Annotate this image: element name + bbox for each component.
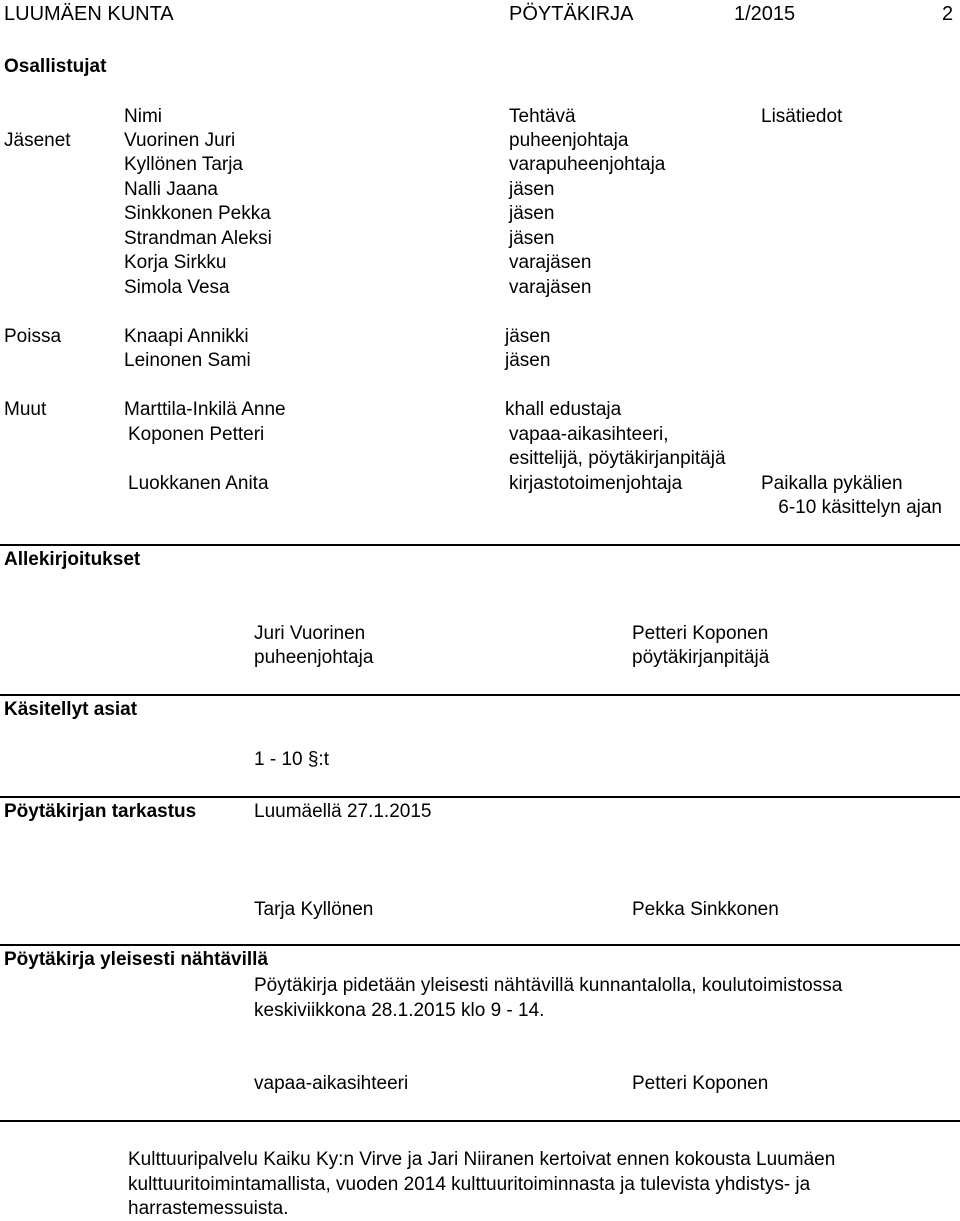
member-name: Kyllönen Tarja (124, 154, 244, 175)
others-label: Muut (4, 399, 47, 420)
note-text: harrastemessuista. (128, 1198, 289, 1219)
absent-role: jäsen (505, 326, 551, 347)
doc-type: PÖYTÄKIRJA (509, 3, 634, 25)
items-title: Käsitellyt asiat (4, 699, 138, 720)
participants-title: Osallistujat (4, 56, 107, 77)
review-title: Pöytäkirjan tarkastus (4, 801, 197, 822)
reviewer-name: Pekka Sinkkonen (632, 899, 779, 920)
col-header-role: Tehtävä (509, 106, 576, 127)
member-role: jäsen (509, 203, 555, 224)
member-name: Vuorinen Juri (124, 130, 236, 151)
member-name: Strandman Aleksi (124, 228, 272, 249)
absent-name: Leinonen Sami (124, 350, 251, 371)
other-extra: Paikalla pykälien (761, 473, 903, 494)
divider (0, 944, 960, 946)
col-header-extra: Lisätiedot (761, 106, 843, 127)
absent-name: Knaapi Annikki (124, 326, 249, 347)
member-name: Simola Vesa (124, 277, 230, 298)
member-role: jäsen (509, 228, 555, 249)
other-name: Marttila-Inkilä Anne (124, 399, 286, 420)
note-text: Kulttuuripalvelu Kaiku Ky:n Virve ja Jari Niiranen kertoivat ennen kokousta Luumäen (128, 1149, 836, 1170)
public-text: keskiviikkona 28.1.2015 klo 9 - 14. (254, 1000, 545, 1021)
member-role: jäsen (509, 179, 555, 200)
other-name: Koponen Petteri (128, 424, 265, 445)
divider (0, 1120, 960, 1122)
members-label: Jäsenet (4, 130, 71, 151)
public-title: Pöytäkirja yleisesti nähtävillä (4, 949, 269, 970)
public-text: Pöytäkirja pidetään yleisesti nähtävillä kunnantalolla, koulutoimistossa (254, 975, 843, 996)
public-signer-role: vapaa-aikasihteeri (254, 1073, 409, 1094)
signer-name: Petteri Koponen (632, 623, 769, 644)
org-name: LUUMÄEN KUNTA (4, 3, 174, 25)
signer-role: puheenjohtaja (254, 647, 374, 668)
divider (0, 544, 960, 546)
signer-name: Juri Vuorinen (254, 623, 366, 644)
reviewer-name: Tarja Kyllönen (254, 899, 374, 920)
other-role: kirjastotoimenjohtaja (509, 473, 683, 494)
items-value: 1 - 10 §:t (254, 749, 329, 770)
absent-label: Poissa (4, 326, 62, 347)
public-signer-name: Petteri Koponen (632, 1073, 769, 1094)
signatures-title: Allekirjoitukset (4, 549, 141, 570)
member-role: varapuheenjohtaja (509, 154, 666, 175)
member-name: Nalli Jaana (124, 179, 218, 200)
other-extra-cont: 6-10 käsittelyn ajan (778, 497, 942, 518)
doc-number: 1/2015 (734, 3, 796, 25)
member-name: Sinkkonen Pekka (124, 203, 271, 224)
divider (0, 796, 960, 798)
other-role-cont: esittelijä, pöytäkirjanpitäjä (509, 448, 726, 469)
other-role: vapaa-aikasihteeri, (509, 424, 669, 445)
divider (0, 694, 960, 696)
member-name: Korja Sirkku (124, 252, 227, 273)
page-number: 2 (942, 3, 954, 25)
other-name: Luokkanen Anita (128, 473, 269, 494)
member-role: varajäsen (509, 277, 592, 298)
review-place-date: Luumäellä 27.1.2015 (254, 801, 432, 822)
note-text: kulttuuritoimintamallista, vuoden 2014 kulttuuritoiminnasta ja tulevista yhdistys- ja (128, 1174, 811, 1195)
absent-role: jäsen (505, 350, 551, 371)
member-role: varajäsen (509, 252, 592, 273)
other-role: khall edustaja (505, 399, 622, 420)
member-role: puheenjohtaja (509, 130, 629, 151)
col-header-name: Nimi (124, 106, 162, 127)
signer-role: pöytäkirjanpitäjä (632, 647, 770, 668)
